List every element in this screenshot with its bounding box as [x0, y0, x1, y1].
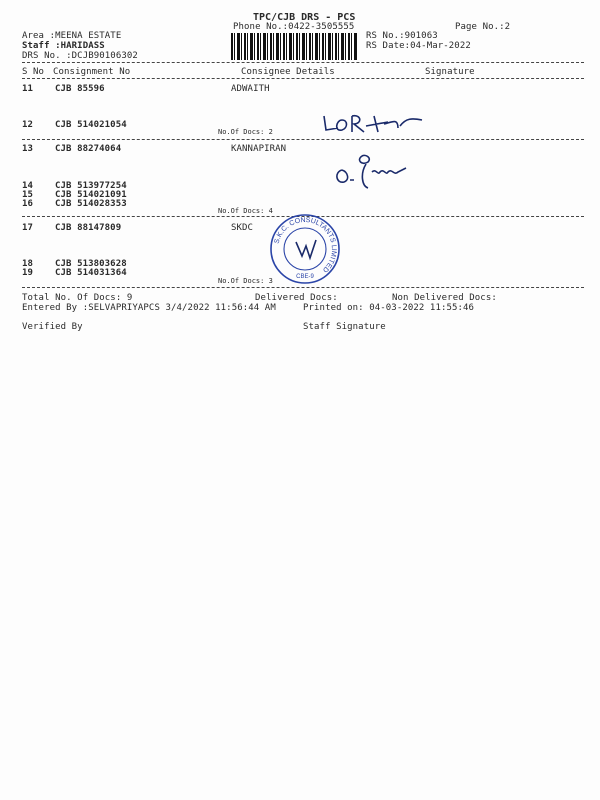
total-docs: Total No. Of Docs: 9 — [22, 293, 133, 303]
stamp-bottom-text: CBE-9 — [296, 274, 314, 280]
consignee-name: ADWAITH — [231, 84, 270, 94]
verified-by: Verified By — [22, 322, 83, 332]
divider — [22, 139, 584, 140]
row-sno: 14 — [22, 181, 34, 191]
col-consignee-header: Consignee Details — [241, 67, 335, 77]
col-sno-header: S No — [22, 67, 45, 77]
entered-by: Entered By :SELVAPRIYAPCS 3/4/2022 11:56:44 AM — [22, 303, 276, 313]
row-sno: 11 — [22, 84, 34, 94]
row-consignment: CJB 88274064 — [55, 144, 122, 154]
row-consignment: CJB 88147809 — [55, 223, 122, 233]
row-sno: 16 — [22, 199, 34, 209]
page-number: Page No.:2 — [455, 22, 511, 32]
barcode — [231, 33, 357, 60]
phone-number: Phone No.:0422-3505555 — [233, 22, 355, 32]
consignee-name: KANNAPIRAN — [231, 144, 287, 154]
divider — [22, 62, 584, 63]
row-consignment: CJB 514028353 — [55, 199, 127, 209]
row-consignment: CJB 513803628 — [55, 259, 127, 269]
row-sno: 12 — [22, 120, 34, 130]
stamp-ring-text: S.K.C. CONSULTANTS LIMITED — [273, 216, 338, 274]
divider — [22, 287, 584, 288]
staff-label: Staff :HARIDASS — [22, 41, 105, 51]
col-consignment-header: Consignment No — [53, 67, 131, 77]
row-consignment: CJB 514031364 — [55, 268, 127, 278]
non-delivered-docs: Non Delivered Docs: — [392, 293, 497, 303]
document-title: TPC/CJB DRS - PCS — [253, 12, 356, 23]
staff-signature: Staff Signature — [303, 322, 386, 332]
docs-count: No.Of Docs: 3 — [218, 277, 273, 285]
row-sno: 17 — [22, 223, 34, 233]
row-consignment: CJB 514021054 — [55, 120, 127, 130]
divider — [22, 78, 584, 79]
area-label: Area :MEENA ESTATE — [22, 31, 122, 41]
row-consignment: CJB 85596 — [55, 84, 105, 94]
company-stamp — [268, 212, 342, 286]
row-sno: 13 — [22, 144, 34, 154]
rs-date: RS Date:04-Mar-2022 — [366, 41, 471, 51]
signature-scribble-2 — [332, 150, 412, 192]
col-signature-header: Signature — [425, 67, 475, 77]
rs-number: RS No.:901063 — [366, 31, 438, 41]
row-sno: 15 — [22, 190, 34, 200]
row-consignment: CJB 513977254 — [55, 181, 127, 191]
delivered-docs: Delivered Docs: — [255, 293, 338, 303]
row-sno: 18 — [22, 259, 34, 269]
signature-scribble-1 — [318, 108, 428, 138]
row-consignment: CJB 514021091 — [55, 190, 127, 200]
consignee-name: SKDC — [231, 223, 254, 233]
docs-count: No.Of Docs: 4 — [218, 207, 273, 215]
row-sno: 19 — [22, 268, 34, 278]
drs-number: DRS No. :DCJB90106302 — [22, 51, 138, 61]
docs-count: No.Of Docs: 2 — [218, 128, 273, 136]
printed-on: Printed on: 04-03-2022 11:55:46 — [303, 303, 475, 313]
